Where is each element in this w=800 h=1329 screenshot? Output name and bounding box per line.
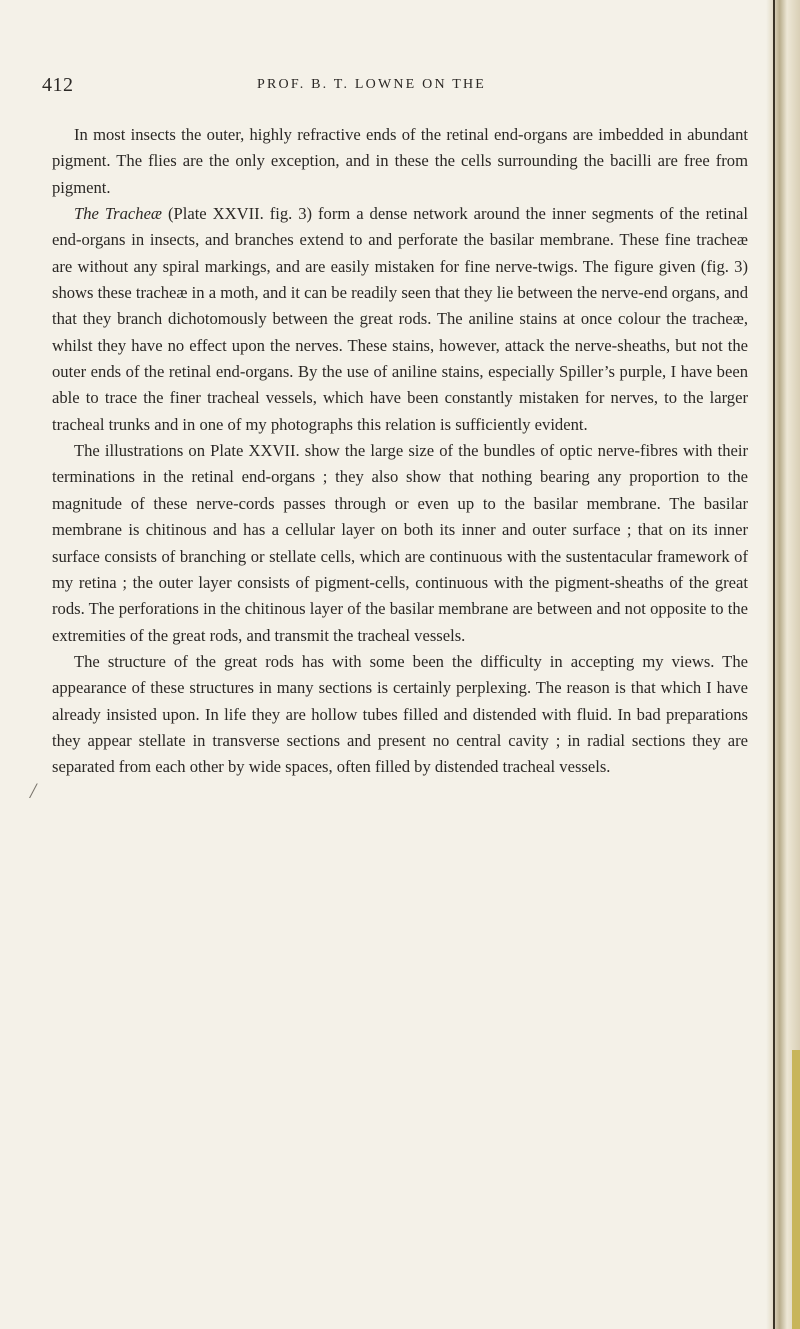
paragraph [52, 201, 748, 438]
paragraph [52, 438, 748, 649]
page-gutter [766, 0, 800, 1329]
italic-run: The Tracheæ [74, 204, 163, 224]
text-run: The illustrations on Plate XXVII. show the large size of the bundles of optic nerve-fibres with their terminations in the retinal end-organs ; they also show that nothing bearing any proportion to the magnitude of these nerve-cords passes through or even up to the basilar membrane. The basilar membrane is chitinous and has a cellular layer on both its inner and outer surface ; that on its inner surface consists of branching or stellate cells, which are continuous with the sustentacular framework of my retina ; the outer layer consists of pigment-cells, continuous with the pigment-sheaths of the great rods. The perforations in the chitinous layer of the basilar membrane are between and not opposite to the extremities of the great rods, and transmit the tracheal vessels. [52, 441, 748, 645]
text-run: In most insects the outer, highly refractive ends of the retinal end-organs are imbedded in abundant pigment. The flies are the only exception, and in these the cells surrounding the bacilli are free from pigment. [52, 125, 748, 197]
gutter-color-strip [792, 1050, 800, 1329]
paragraph [52, 649, 748, 781]
paragraph [52, 122, 748, 201]
page-header [42, 74, 742, 100]
page-number: 412 [42, 74, 74, 96]
text-run: The structure of the great rods has with some been the difficulty in accepting my views. The appearance of these structures in many sections is certainly perplexing. The reason is that which I have already insisted upon. In life they are hollow tubes filled and distended with fluid. In bad preparations they appear stellate in transverse sections and present no central cavity ; in radial sections they are separated from each other by wide spaces, often filled by distended tracheal vessels. [52, 651, 748, 777]
gutter-binding-line [773, 0, 775, 1329]
body-text [52, 122, 748, 781]
margin-mark: / [30, 778, 37, 803]
running-head: PROF. B. T. LOWNE ON THE [257, 77, 487, 92]
text-run: (Plate XXVII. fig. 3) form a dense network around the inner segments of the retinal end-organs in insects, and branches extend to and perforate the basilar membrane. These fine tracheæ are without any spiral markings, and are easily mistaken for fine nerve-twigs. The figure given (fig. 3) shows these tracheæ in a moth, and it can be readily seen that they lie between the nerve-end organs, and that they branch dichotomously between the great rods. The aniline stains at once colour the tracheæ, whilst they have no effect upon the nerves. These stains, however, attack the nerve-sheaths, but not the outer ends of the retinal end-organs. By the use of aniline stains, especially Spiller’s purple, I have been able to trace the finer tracheal vessels, which have been constantly mistaken for nerves, to the larger tracheal trunks and in one of my photographs this relation is sufficiently evident. [52, 204, 749, 434]
